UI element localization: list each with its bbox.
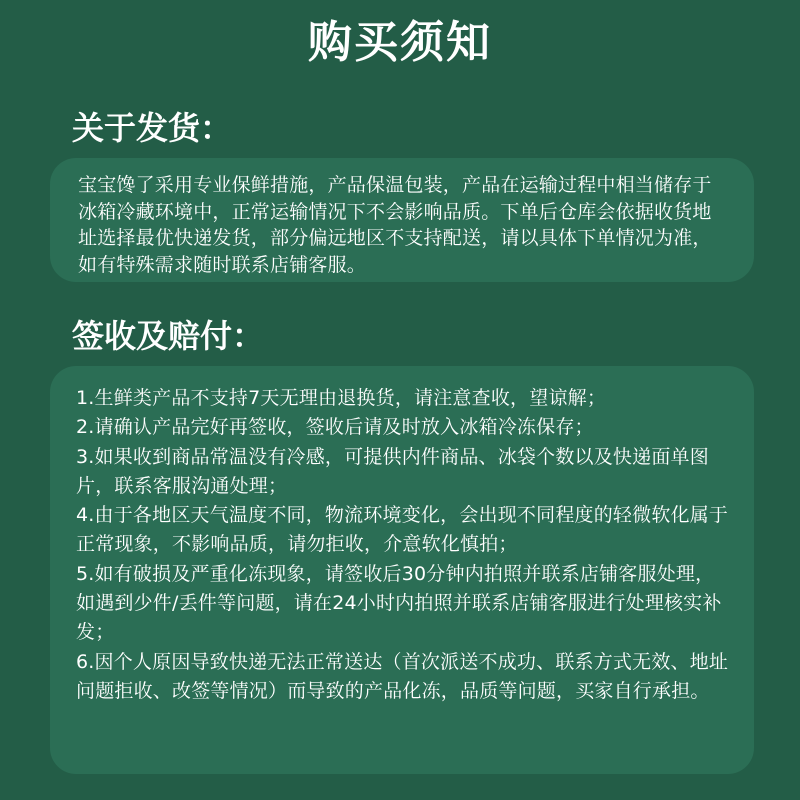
shipping-panel (50, 158, 754, 282)
rule-item-2: 2.请确认产品完好再签收，签收后请及时放入冰箱冷冻保存； (76, 416, 594, 439)
signing-panel (50, 366, 754, 774)
page-title: 购买须知 (308, 17, 492, 68)
rule-item-1: 1.生鲜类产品不支持7天无理由退换货，请注意查收，望谅解； (76, 387, 607, 409)
rule-item-4: 4.由于各地区天气温度不同，物流环境变化，会出现不同程度的轻微软化属于正常现象，不影响品质，请勿拒收，介意软化慎拍； (76, 504, 729, 556)
rule-item-3: 3.如果收到商品常温没有冷感，可提供内件商品、冰袋个数以及快递面单图片，联系客服沟通处理； (76, 445, 709, 497)
shipping-text: 宝宝馋了采用专业保鲜措施，产品保温包装，产品在运输过程中相当储存于冰箱冷藏环境中，正常运输情况下不会影响品质。下单后仓库会依据收货地址选择最优快递发货，部分偏远地区不支持配送，请以具体下单情况为准，如有特殊需求随时联系店铺客服。 (78, 174, 712, 276)
rule-item-5: 5.如有破损及严重化冻现象，请签收后30分钟内拍照并联系店铺客服处理，如遇到少件/丢件等问题，请在24小时内拍照并联系店铺客服进行处理核实补发； (76, 562, 722, 644)
shipping-heading: 关于发货： (72, 109, 233, 147)
signing-heading: 签收及赔付： (72, 317, 265, 355)
rule-item-6: 6.因个人原因导致快递无法正常送达（首次派送不成功、联系方式无效、地址问题拒收、改签等情况）而导致的产品化冻，品质等问题，买家自行承担。 (76, 650, 729, 702)
